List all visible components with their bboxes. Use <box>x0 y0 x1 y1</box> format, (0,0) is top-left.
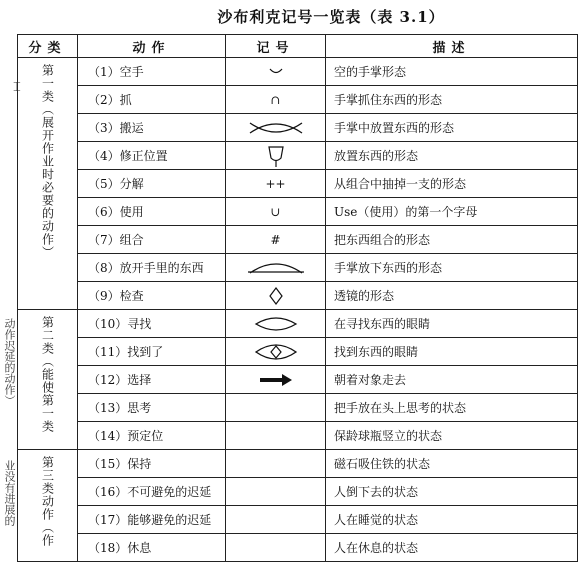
table-row <box>18 450 578 478</box>
action-cell: （3）搬运 <box>78 114 226 142</box>
transport-symbol-icon <box>226 114 326 142</box>
description-cell: 手掌中放置东西的形态 <box>326 114 578 142</box>
action-cell: （5）分解 <box>78 170 226 198</box>
action-cell: （11）找到了 <box>78 338 226 366</box>
action-cell: （8）放开手里的东西 <box>78 254 226 282</box>
select-symbol-icon <box>226 366 326 394</box>
header-action: 动作 <box>78 35 226 58</box>
category-label: 第二类（能使第一类 <box>40 316 55 433</box>
action-cell: （15）保持 <box>78 450 226 478</box>
avoidable-delay-symbol-icon <box>226 506 326 534</box>
table-row <box>18 282 578 310</box>
page-title: 沙布利克记号一览表（表 3.1） <box>217 8 445 26</box>
table-row <box>18 114 578 142</box>
hold-symbol-icon <box>226 450 326 478</box>
action-cell: （4）修正位置 <box>78 142 226 170</box>
description-cell: 把手放在头上思考的状态 <box>326 394 578 422</box>
table-row <box>18 534 578 562</box>
table-row <box>18 394 578 422</box>
inspect-symbol-icon <box>226 282 326 310</box>
table-row <box>18 338 578 366</box>
table-row <box>18 198 578 226</box>
action-cell: （17）能够避免的迟延 <box>78 506 226 534</box>
table-row <box>18 170 578 198</box>
description-cell: 放置东西的形态 <box>326 142 578 170</box>
action-cell: （13）思考 <box>78 394 226 422</box>
description-cell: 朝着对象走去 <box>326 366 578 394</box>
description-cell: 人倒下去的状态 <box>326 478 578 506</box>
table-row <box>18 254 578 282</box>
search-symbol-icon <box>226 310 326 338</box>
unavoidable-delay-symbol-icon <box>226 478 326 506</box>
action-cell: （9）检查 <box>78 282 226 310</box>
header-category: 分类 <box>18 35 78 58</box>
description-cell: 把东西组合的形态 <box>326 226 578 254</box>
position-symbol-icon <box>226 142 326 170</box>
action-cell: （6）使用 <box>78 198 226 226</box>
action-cell: （7）组合 <box>78 226 226 254</box>
table-row <box>18 226 578 254</box>
table-row <box>18 478 578 506</box>
category-label: 第一类（展开作业时必要的动作） <box>40 64 55 259</box>
assemble-symbol-icon: # <box>226 226 326 254</box>
description-cell: 手掌放下东西的形态 <box>326 254 578 282</box>
category-cell-2 <box>18 310 78 450</box>
table-row <box>18 506 578 534</box>
description-cell: 找到东西的眼睛 <box>326 338 578 366</box>
find-symbol-icon <box>226 338 326 366</box>
action-cell: （16）不可避免的迟延 <box>78 478 226 506</box>
header-symbol: 记号 <box>226 35 326 58</box>
description-cell: Use（使用）的第一个字母 <box>326 198 578 226</box>
disassemble-symbol-icon: ++ <box>226 170 326 198</box>
therblig-table <box>17 34 578 562</box>
table-row <box>18 310 578 338</box>
action-cell: （12）选择 <box>78 366 226 394</box>
action-cell: （14）预定位 <box>78 422 226 450</box>
empty-hand-symbol-icon <box>226 58 326 86</box>
description-cell: 手掌抓住东西的形态 <box>326 86 578 114</box>
description-cell: 空的手掌形态 <box>326 58 578 86</box>
action-cell: （2）抓 <box>78 86 226 114</box>
description-cell: 保龄球瓶竖立的状态 <box>326 422 578 450</box>
side-label-category-3: 业没有进展的 <box>3 460 16 526</box>
category-label: 第三类动作（作 <box>40 456 55 547</box>
table-row <box>18 86 578 114</box>
action-cell: （1）空手 <box>78 58 226 86</box>
category-cell-3 <box>18 450 78 562</box>
table-row <box>18 58 578 86</box>
description-cell: 从组合中抽掉一支的形态 <box>326 170 578 198</box>
description-cell: 人在休息的状态 <box>326 534 578 562</box>
plan-symbol-icon <box>226 394 326 422</box>
text-cursor-icon: ⌶ <box>13 80 21 95</box>
header-description: 描述 <box>326 35 578 58</box>
description-cell: 磁石吸住铁的状态 <box>326 450 578 478</box>
table-row <box>18 422 578 450</box>
description-cell: 在寻找东西的眼睛 <box>326 310 578 338</box>
use-symbol-icon: ∪ <box>226 198 326 226</box>
side-label-category-2: 动作迟延的动作） <box>3 318 16 406</box>
preposition-symbol-icon <box>226 422 326 450</box>
grasp-symbol-icon: ∩ <box>226 86 326 114</box>
description-cell: 人在睡觉的状态 <box>326 506 578 534</box>
action-cell: （10）寻找 <box>78 310 226 338</box>
action-cell: （18）休息 <box>78 534 226 562</box>
release-symbol-icon <box>226 254 326 282</box>
category-cell-1 <box>18 58 78 310</box>
table-row <box>18 366 578 394</box>
rest-symbol-icon <box>226 534 326 562</box>
description-cell: 透镜的形态 <box>326 282 578 310</box>
table-row <box>18 142 578 170</box>
table-header-row <box>18 35 578 58</box>
